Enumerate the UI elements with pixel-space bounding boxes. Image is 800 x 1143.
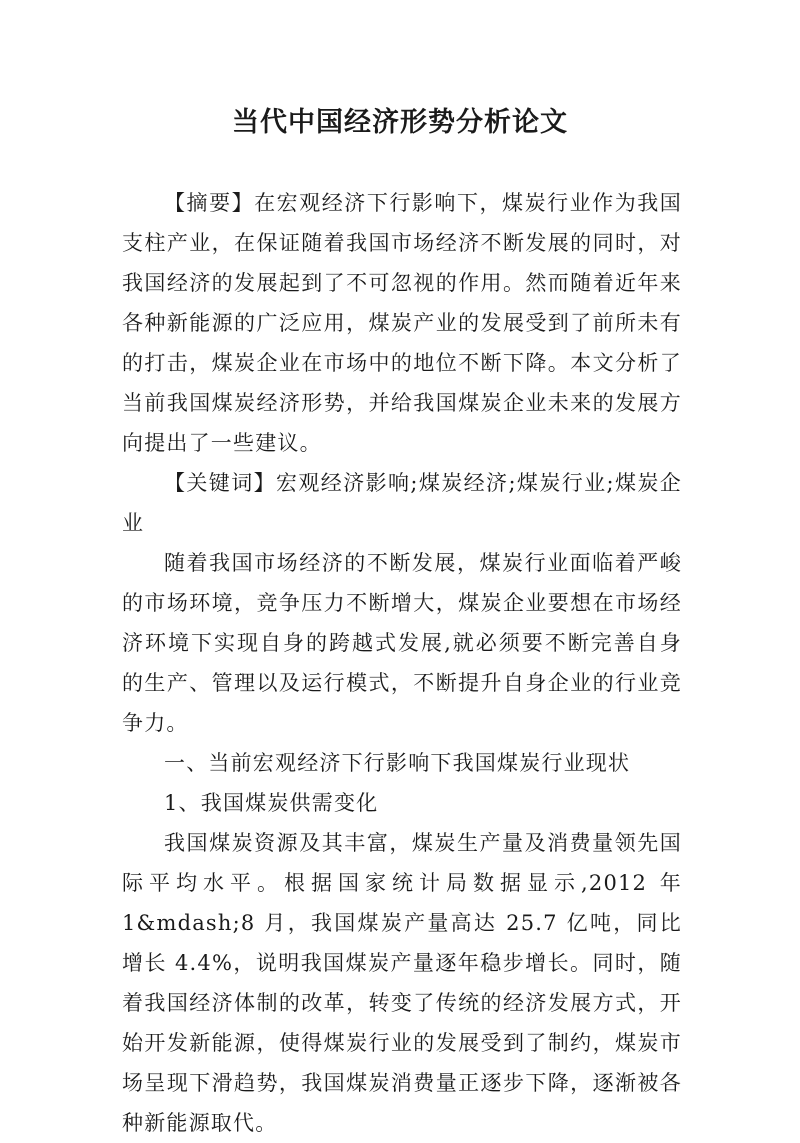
- section-heading: 一、当前宏观经济下行影响下我国煤炭行业现状: [164, 751, 631, 775]
- document-title: 当代中国经济形势分析论文: [232, 107, 568, 138]
- subsection-heading: 1、我国煤炭供需变化: [164, 791, 379, 815]
- abstract-paragraph: 【摘要】在宏观经济下行影响下，煤炭行业作为我国支柱产业，在保证随着我国市场经济不断发展的同时，对我国经济的发展起到了不可忽视的作用。然而随着近年来各种新能源的广泛应用，煤炭产业的发展受到了前所未有的打击，煤炭企业在市场中的地位不断下降。本文分析了当前我国煤炭经济形势，并给我国煤炭企业未来的发展方向提出了一些建议。: [122, 191, 682, 455]
- keywords-paragraph: 【关键词】宏观经济影响;煤炭经济;煤炭行业;煤炭企业: [122, 471, 682, 535]
- document-body: [122, 183, 682, 1143]
- intro-paragraph: 随着我国市场经济的不断发展，煤炭行业面临着严峻的市场环境，竞争压力不断增大，煤炭企业要想在市场经济环境下实现自身的跨越式发展,就必须要不断完善自身的生产、管理以及运行模式，不断提升自身企业的行业竞争力。: [122, 551, 682, 735]
- body-paragraph: 我国煤炭资源及其丰富，煤炭生产量及消费量领先国际平均水平。根据国家统计局数据显示,2012 年 1&mdash;8 月，我国煤炭产量高达 25.7 亿吨，同比增长 4.4%，说明我国煤炭产量逐年稳步增长。同时，随着我国经济体制的改革，转变了传统的经济发展方式，开始开发新能源，使得煤炭行业的发展受到了制约，煤炭市场呈现下滑趋势，我国煤炭消费量正逐步下降，逐渐被各种新能源取代。: [122, 831, 682, 1135]
